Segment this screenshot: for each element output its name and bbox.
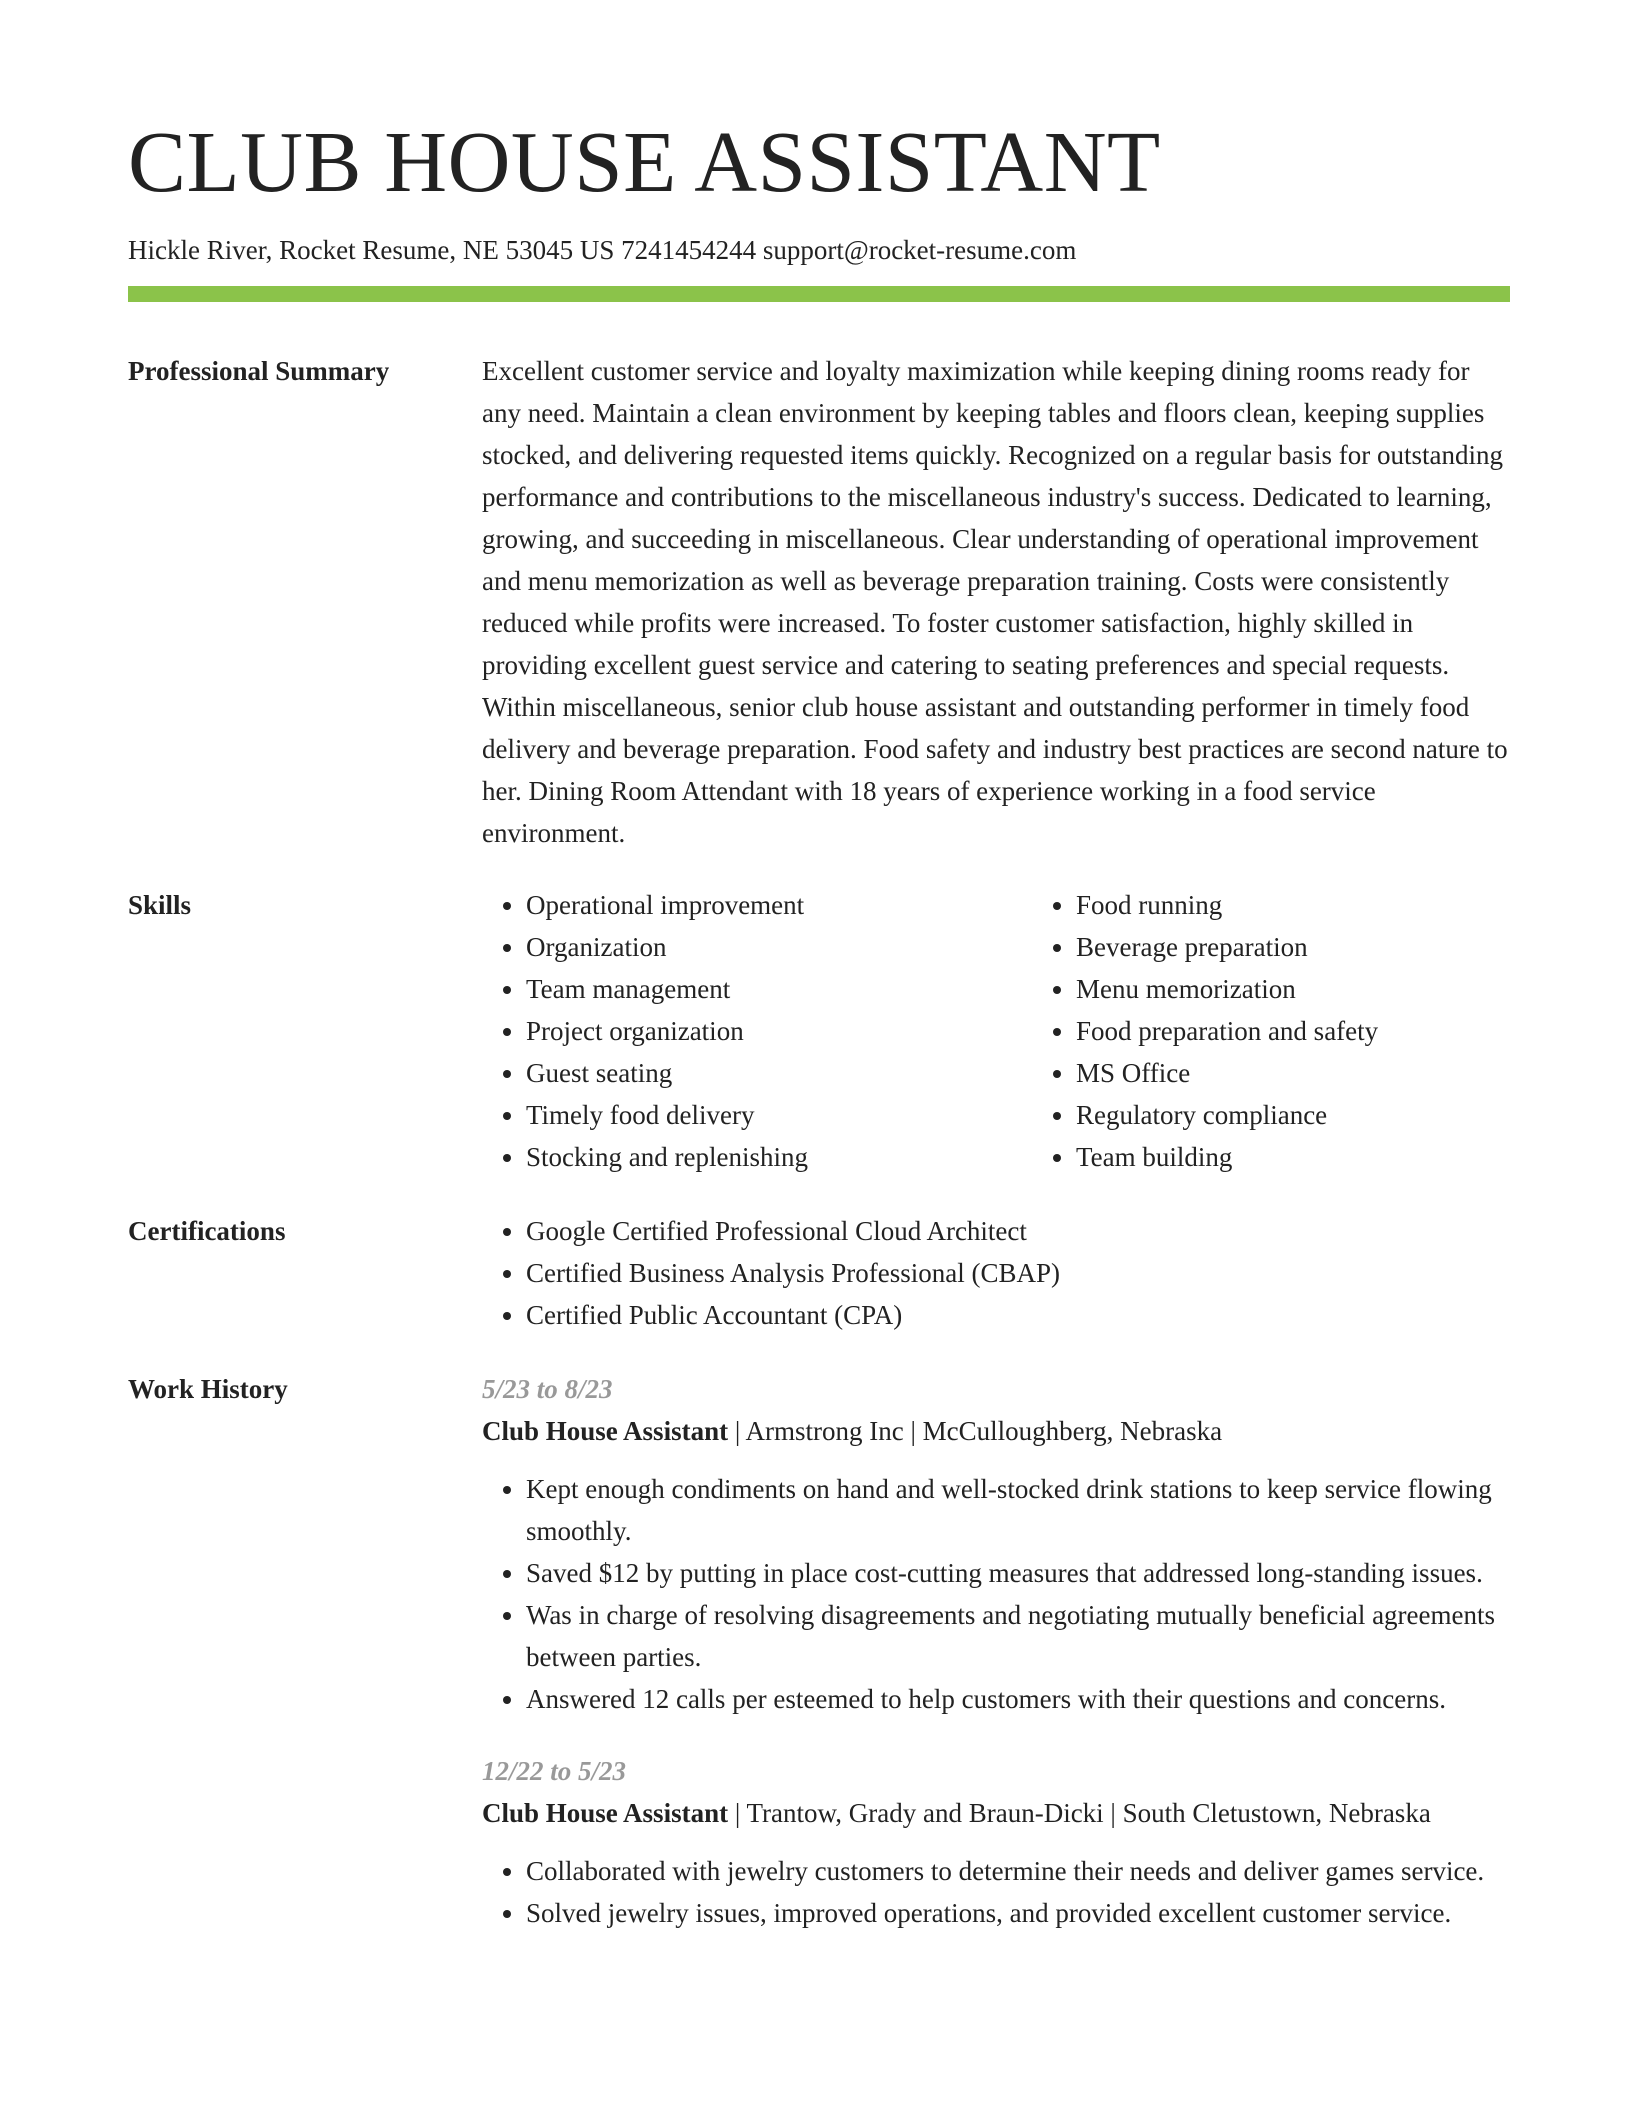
list-item: • Timely food delivery: [526, 1094, 1032, 1136]
list-item: • Kept enough condiments on hand and well-stocked drink stations to keep service flowing smoothly.: [526, 1468, 1510, 1552]
job-title: Club House Assistant: [482, 1416, 729, 1446]
section-professional-summary: [128, 350, 1510, 854]
job-details: | Trantow, Grady and Braun-Dicki | South Cletustown, Nebraska: [728, 1798, 1431, 1828]
job-dates: 5/23 to 8/23: [482, 1374, 613, 1404]
section-label: Work History: [128, 1374, 288, 1404]
list-item: • Certified Public Accountant (CPA): [526, 1294, 1510, 1336]
candidate-name: CLUB HOUSE ASSISTANT: [128, 113, 1161, 210]
section-certifications: [128, 1210, 1510, 1336]
section-body: [482, 1210, 1510, 1336]
job-bullets: [482, 1850, 1510, 1934]
contact-line: Hickle River, Rocket Resume, NE 53045 US 7241454244 support@rocket-resume.com: [128, 235, 1077, 265]
section-body: [482, 1368, 1510, 1934]
job-dates: 12/22 to 5/23: [482, 1756, 627, 1786]
list-item: • Team management: [526, 968, 1032, 1010]
list-item: • Google Certified Professional Cloud Architect: [526, 1210, 1510, 1252]
section-label: Professional Summary: [128, 356, 390, 386]
job-bullets: [482, 1468, 1510, 1720]
list-item: • Beverage preparation: [1076, 926, 1582, 968]
section-skills: [128, 884, 1510, 1178]
skills-list-right: [1032, 884, 1582, 1178]
list-item: • Organization: [526, 926, 1032, 968]
accent-divider: [128, 286, 1510, 302]
summary-text: Excellent customer service and loyalty maximization while keeping dining rooms ready for any need. Maintain a clean environment by keeping tables and floors clean, keeping supplies stocked, and delivering requested items quickly. Recognized on a regular basis for outstanding performance and contributions to the miscellaneous industry's success. Dedicated to learning, growing, and succeeding in miscellaneous. Clear understanding of operational improvement and menu memorization as well as beverage preparation training. Costs were consistently reduced while profits were increased. To foster customer satisfaction, highly skilled in providing excellent guest service and catering to seating preferences and special requests. Within miscellaneous, senior club house assistant and outstanding performer in timely food delivery and beverage preparation. Food safety and industry best practices are second nature to her. Dining Room Attendant with 18 years of experience working in a food service environment.: [482, 356, 1508, 848]
section-body: [482, 350, 1510, 854]
section-body: [482, 884, 1582, 1178]
certifications-list: [482, 1210, 1510, 1336]
list-item: • Menu memorization: [1076, 968, 1582, 1010]
list-item: • Food preparation and safety: [1076, 1010, 1582, 1052]
list-item: • Team building: [1076, 1136, 1582, 1178]
list-item: • Regulatory compliance: [1076, 1094, 1582, 1136]
list-item: • Stocking and replenishing: [526, 1136, 1032, 1178]
list-item: • MS Office: [1076, 1052, 1582, 1094]
list-item: • Solved jewelry issues, improved operations, and provided excellent customer service.: [526, 1892, 1510, 1934]
list-item: • Was in charge of resolving disagreements and negotiating mutually beneficial agreements between parties.: [526, 1594, 1510, 1678]
job-entry: [482, 1750, 1510, 1934]
job-entry: [482, 1368, 1510, 1720]
section-label: Skills: [128, 890, 192, 920]
job-title: Club House Assistant: [482, 1798, 729, 1828]
job-heading: [482, 1792, 1510, 1834]
section-work-history: [128, 1368, 1510, 1934]
skills-list-left: [482, 884, 1032, 1178]
resume-sections: [128, 350, 1510, 1934]
list-item: • Answered 12 calls per esteemed to help customers with their questions and concerns.: [526, 1678, 1510, 1720]
list-item: • Saved $12 by putting in place cost-cutting measures that addressed long-standing issues.: [526, 1552, 1510, 1594]
list-item: • Certified Business Analysis Professional (CBAP): [526, 1252, 1510, 1294]
list-item: • Food running: [1076, 884, 1582, 926]
job-heading: [482, 1410, 1510, 1452]
section-label: Certifications: [128, 1216, 286, 1246]
skills-columns: [482, 884, 1582, 1178]
list-item: • Collaborated with jewelry customers to determine their needs and deliver games service.: [526, 1850, 1510, 1892]
list-item: • Guest seating: [526, 1052, 1032, 1094]
list-item: • Project organization: [526, 1010, 1032, 1052]
job-details: | Armstrong Inc | McCulloughberg, Nebraska: [728, 1416, 1223, 1446]
list-item: • Operational improvement: [526, 884, 1032, 926]
